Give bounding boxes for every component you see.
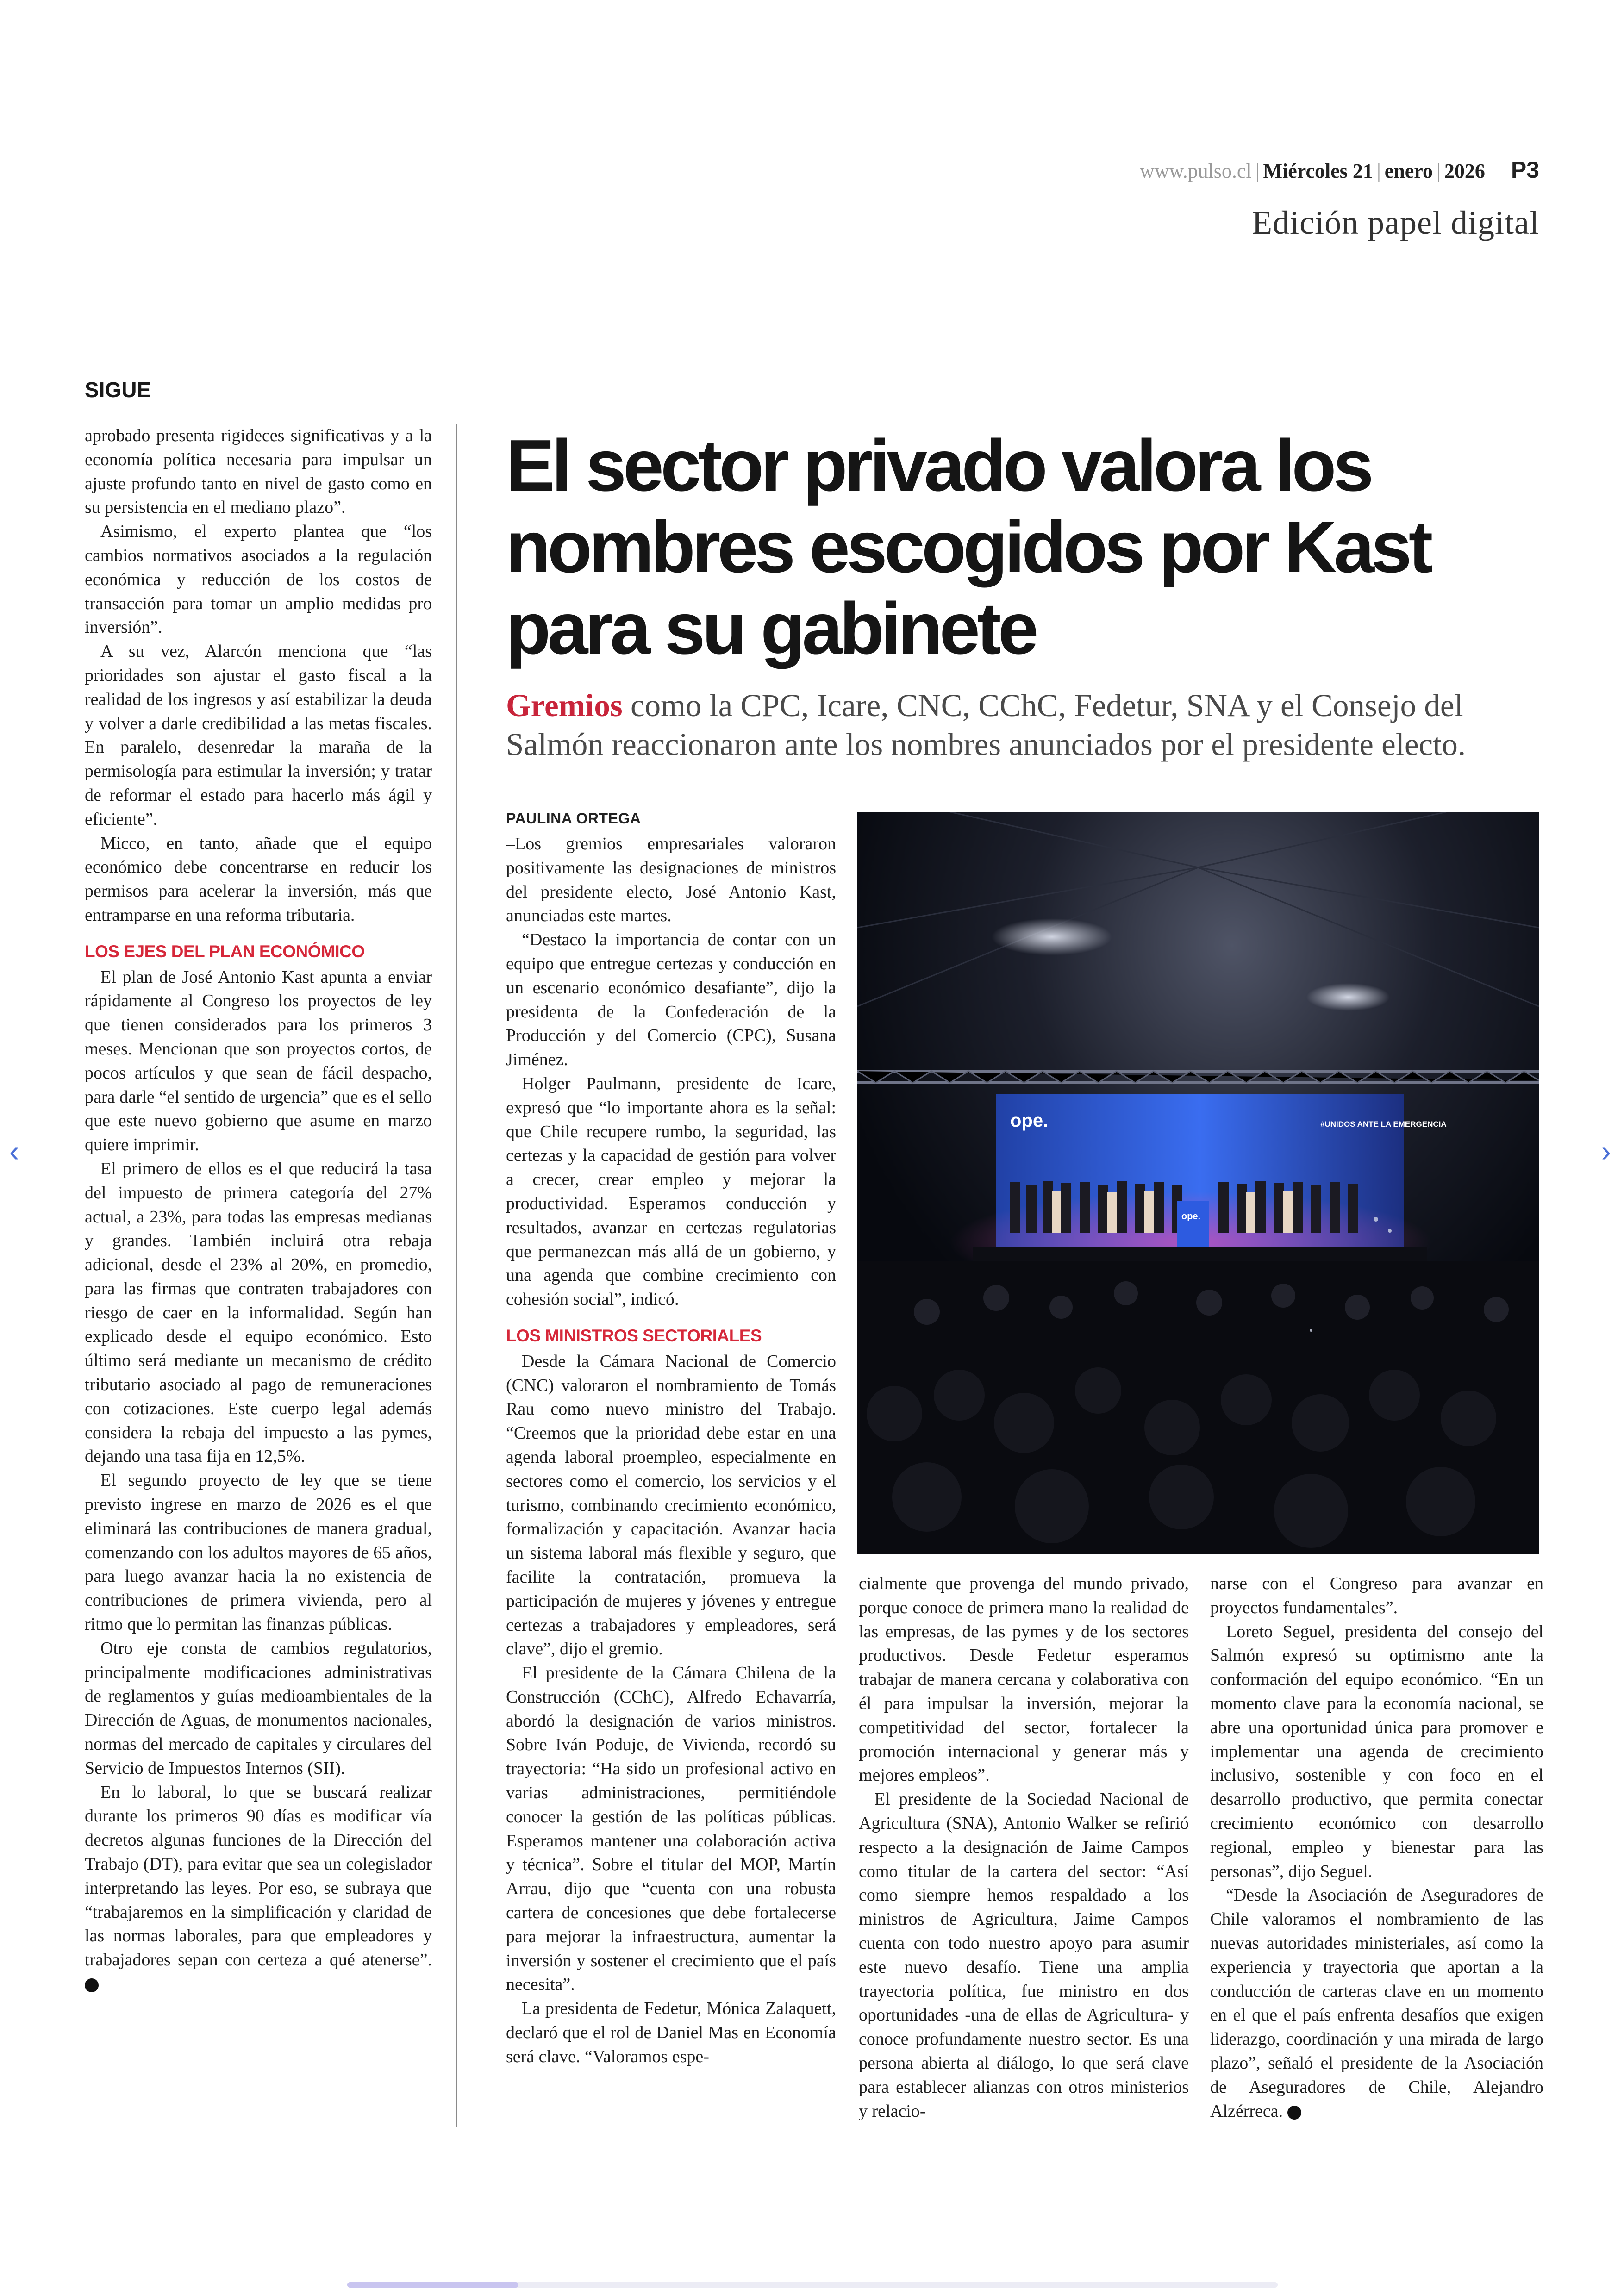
paragraph: El segundo proyecto de ley que se tiene previsto ingrese en marzo de 2026 es el que eliminará las contribuciones de manera gradual, comenzando con los adultos mayores de 65 años, para luego avanzar hacia la no existencia de contribuciones de primera vivienda, pero al ritmo que lo permitan las finanzas públicas. <box>85 1471 432 1634</box>
end-mark-icon: P <box>1287 2106 1301 2120</box>
event-photo-illustration <box>857 812 1539 1554</box>
edition-label: Edición papel digital <box>1252 204 1539 241</box>
paragraph: Micco, en tanto, añade que el equipo económico debe concentrarse en reducir los permisos para acelerar la inversión, más que entramparse en una reforma tributaria. <box>85 833 432 925</box>
page-header-meta: www.pulso.cl | Miércoles 21 | enero | 2026 P3 <box>1140 157 1539 183</box>
column-right <box>1210 1572 1543 2123</box>
column-center-right <box>859 1572 1189 2123</box>
paragraph: El primero de ellos es el que reducirá la tasa del impuesto de primera categoría del 27% actual, a 23%, para todas las empresas medianas y grandes. También incluirá otra rebaja adicional, desde el 23% al 20%, en promedio, para las firmas que contraten trabajadores con riesgo de caer en la informalidad. Según han explicado desde el equipo económico. Esto último será mediante un mecanismo de crédito tributario asociado al pago de remuneraciones con cotizaciones. Este cuerpo legal además considera la rebaja del impuesto a las pymes, dejando una tasa fija en 12,5%. <box>85 1159 432 1466</box>
column-left <box>85 424 432 1996</box>
paragraph: La presidenta de Fedetur, Mónica Zalaquett, declaró que el rol de Daniel Mas en Economía será clave. “Valoramos espe- <box>506 1999 836 2066</box>
chevron-left-icon[interactable]: ‹ <box>9 1135 19 1168</box>
section-heading: LOS MINISTROS SECTORIALES <box>506 1326 762 1345</box>
paragraph: “Destaco la importancia de contar con un equipo que entregue certezas y conducción en un escenario económico desafiante”, dijo la presidenta de la Confederación de la Producción y del Comercio (CPC), Susana Jiménez. <box>506 930 836 1070</box>
paragraph: El presidente de la Sociedad Nacional de Agricultura (SNA), Antonio Walker se refirió respecto a la designación de Jaime Campos como titular de la cartera del sector: “Así como siempre hemos respaldado a los ministros de Agricultura, Jaime Campos cuenta con todo nuestro apoyo para asumir este nuevo desafío. Tiene una amplia trayectoria política, fue ministro en dos oportunidades -una de ellas de Agricultura- y conoce profundamente nuestro sector. Es una persona abierta al diálogo, lo que será clave para establecer alianzas con otros ministerios y relacio- <box>859 1790 1189 2121</box>
article-title: El sector privado valora los nombres escogidos por Kast para su gabinete <box>506 425 1430 669</box>
date-month: enero <box>1384 160 1433 182</box>
stage-banner-text: #UNIDOS ANTE LA EMERGENCIA <box>1320 1120 1447 1129</box>
lead-text: como la CPC, Icare, CNC, CChC, Fedetur, SNA y el Consejo del Salmón reaccionaron ante los nombres anunciados por el presidente electo. <box>506 688 1466 762</box>
paragraph: –Los gremios empresariales valoraron positivamente las designaciones de ministros del presidente electo, José Antonio Kast, anunciadas este martes. <box>506 834 836 926</box>
column-divider <box>456 424 457 2127</box>
end-mark-icon: P <box>85 1978 99 1992</box>
paragraph-text: “Desde la Asociación de Aseguradores de Chile valoramos el nombramiento de las nuevas autoridades ministeriales, así como la experiencia y trayectoria que aportan a la conducción de carteras clave en un momento en el que el país enfrenta desafíos que exigen liderazgo, coordinación y una mirada de largo plazo”, señaló el presidente de la Asociación de Aseguradores de Chile, Alejandro Alzérreca. <box>1210 1885 1543 2121</box>
paragraph: El plan de José Antonio Kast apunta a enviar rápidamente al Congreso los proyectos de ley que tienen considerados para los primeros 3 meses. Mencionan que son proyectos cortos, de pocos artículos y que sean de fácil despacho, para darle “el sentido de urgencia” que es el sello que este nuevo gobierno que asume en marzo quiere imprimir. <box>85 967 432 1155</box>
site-url[interactable]: www.pulso.cl <box>1140 160 1252 182</box>
paragraph: cialmente que provenga del mundo privado, porque conoce de primera mano la realidad de las empresas, de las pymes y de los sectores productivos. Desde Fedetur esperamos trabajar de manera cercana y colaborativa con él para impulsar la inversión, mejorar la competitividad del sector, fortalecer la promoción internacional y generar más y mejores empleos”. <box>859 1574 1189 1785</box>
stage-logo: ope. <box>1010 1110 1049 1131</box>
chevron-right-icon[interactable]: › <box>1601 1135 1611 1168</box>
paragraph <box>85 1781 432 1996</box>
paragraph <box>1210 1883 1543 2123</box>
byline: PAULINA ORTEGA <box>506 810 641 827</box>
column-center <box>506 832 836 2069</box>
paragraph: Otro eje consta de cambios regulatorios, principalmente modificaciones administrativas de reglamentos y guías medioambientales de la Dirección de Aguas, de monumentos nacionales, normas del mercado de capitales y circulares del Servicio de Impuestos Internos (SII). <box>85 1638 432 1778</box>
paragraph: Holger Paulmann, presidente de Icare, expresó que “lo importante ahora es la señal: que Chile recupere rumbo, la seguridad, las certezas y la capacidad de gestión para volver a crecer, crear empleo y mejorar la productividad. Esperamos conducción y resultados, avanzar en certezas regulatorias que permanezcan más allá de un gobierno, y una agenda que combine crecimiento con cohesión social”, indicó. <box>506 1073 836 1310</box>
paragraph-text: En lo laboral, lo que se buscará realizar durante los primeros 90 días es modificar vía decretos algunas funciones de la Dirección del Trabajo (DT), para evitar que sea un colegislador interpretando las leyes. Por eso, se subraya que “trabajaremos en la simplificación y claridad de las normas laborales, para que empleadores y trabajadores sepan con certeza a qué atenerse”. <box>85 1782 432 1970</box>
page-number: P3 <box>1511 157 1539 183</box>
date-year: 2026 <box>1444 160 1485 182</box>
section-heading: LOS EJES DEL PLAN ECONÓMICO <box>85 942 365 961</box>
paragraph: Asimismo, el experto plantea que “los cambios normativos asociados a la regulación económica y reducción de los costos de transacción para tomar un amplio medidas pro inversión”. <box>85 522 432 637</box>
date-day: Miércoles 21 <box>1263 160 1373 182</box>
lead-keyword: Gremios <box>506 688 623 723</box>
paragraph: Loreto Seguel, presidenta del consejo del Salmón expresó su optimismo ante la conformación del equipo económico. “En un momento clave para la economía nacional, se abre una oportunidad única para promover e implementar una agenda de crecimiento inclusivo, sostenible y con foco en el desarrollo productivo, que permita conectar crecimiento económico con desarrollo regional, empleo y bienestar para las personas”, dijo Seguel. <box>1210 1621 1543 1881</box>
continued-label: SIGUE <box>85 378 151 402</box>
paragraph: A su vez, Alarcón menciona que “las prioridades son ajustar el gasto fiscal a la realidad de los ingresos y así estabilizar la deuda y volver a darle credibilidad a las metas fiscales. En paralelo, desenredar la maraña de la permisología para estimular la inversión; y tratar de reformar el estado para hacerlo más ágil y eficiente”. <box>85 642 432 829</box>
paragraph: Desde la Cámara Nacional de Comercio (CNC) valoraron el nombramiento de Tomás Rau como nuevo ministro del Trabajo. “Creemos que la prioridad debe estar en una agenda laboral proempleo, especialmente en sectores como el comercio, los servicios y el turismo, combinando crecimiento económico, formalización y capacitación. Avanzar hacia un sistema laboral más flexible y seguro, que facilite la contratación, promueva la participación de mujeres y jóvenes y entregue certezas a trabajadores y empleadores, será clave”, dijo el gremio. <box>506 1351 836 1659</box>
scrollbar-thumb[interactable] <box>347 2282 518 2288</box>
event-photo <box>857 812 1539 1554</box>
article-lead <box>506 686 1543 764</box>
podium-logo: ope. <box>1181 1211 1201 1222</box>
paragraph: narse con el Congreso para avanzar en proyectos fundamentales”. <box>1210 1574 1543 1617</box>
paragraph: aprobado presenta rigideces significativas y a la economía política necesaria para impulsar un ajuste profundo tanto en nivel de gasto como en su persistencia en el mediano plazo”. <box>85 426 432 518</box>
paragraph: El presidente de la Cámara Chilena de la Construcción (CChC), Alfredo Echavarría, abordó la designación de varios ministros. Sobre Iván Poduje, de Vivienda, recordó su trayectoria: “Ha sido un profesional activo en varias administraciones, permitiéndole conocer la gestión de las políticas públicas. Esperamos mantener una colaboración activa y técnica”. Sobre el titular del MOP, Martín Arrau, dijo que “cuenta con una robusta cartera de concesiones que debe fortalecerse para mejorar la infraestructura, aumentar la inversión y sostener el crecimiento que el país necesita”. <box>506 1663 836 1995</box>
